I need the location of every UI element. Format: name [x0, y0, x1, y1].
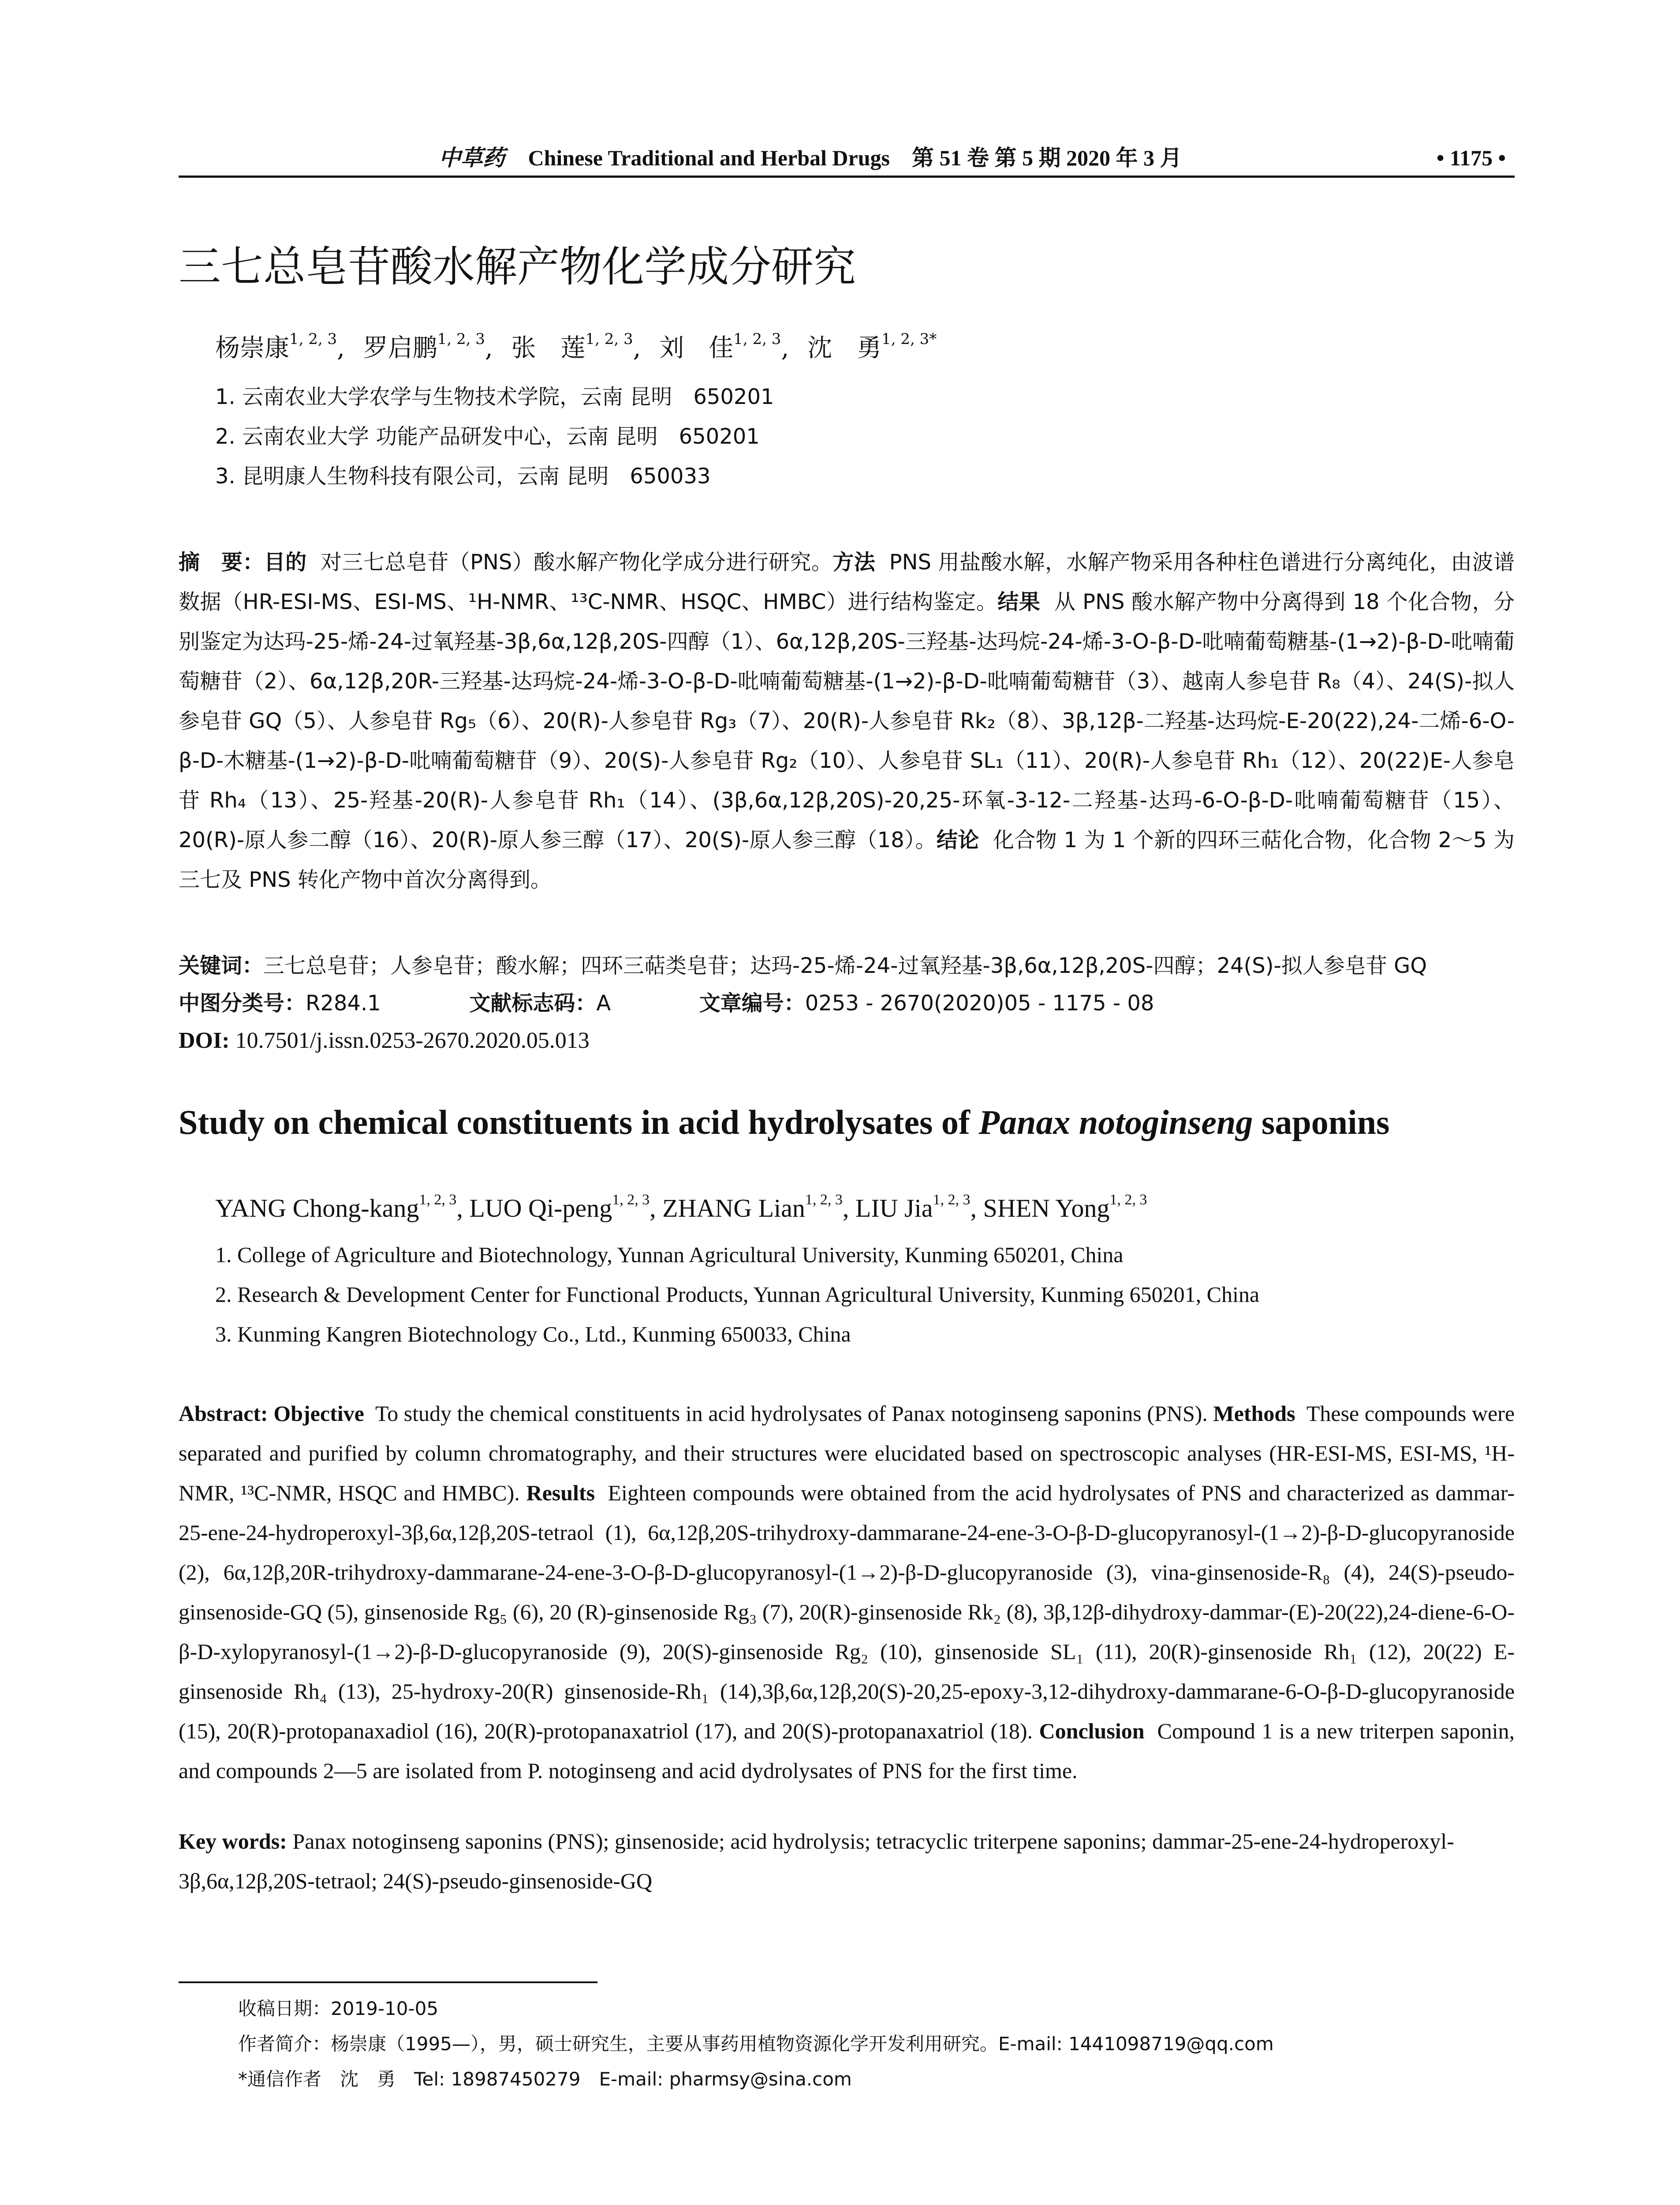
author-en: ZHANG Lian$^{1, 2, 3}$,	[662, 1192, 855, 1222]
doi: DOI: 10.7501/j.issn.0253-2670.2020.05.013	[179, 1028, 590, 1053]
author-cn: 罗启鹏$^{1, 2, 3}$,	[363, 330, 493, 363]
affiliation-cn: 2. 云南农业大学 功能产品研发中心，云南 昆明 650201	[215, 424, 760, 449]
abstract-cn: 摘 要：目的 对三七总皂苷（PNS）酸水解产物化学成分进行研究。方法 PNS 用盐酸水解，水解产物采用各种柱色谱进行分离纯化，由波谱数据（HR-ESI-MS、ESI-MS、¹H-NMR、¹³C-NMR、HSQC、HMBC）进行结构鉴定。结果 从 PNS 酸水解产物中分离得到 18 个化合物，分别鉴定为达玛-25-烯-24-过氧羟基-3β,6α,12β,20S-四醇（1）、6α,12β,20S-三羟基-达玛烷-24-烯-3-O-β-D-吡喃葡萄糖基-(1→2)-β-D-吡喃葡萄糖苷（2）、6α,12β,20R-三羟基-达玛烷-24-烯-3-O-β-D-吡喃葡萄糖基-(1→2)-β-D-吡喃葡萄糖苷（3）、越南人参皂苷 R₈（4）、24(S)-拟人参皂苷 GQ（5）、人参皂苷 Rg₅（6）、20(R)-人参皂苷 Rg₃（7）、20(R)-人参皂苷 Rk₂（8）、3β,12β-二羟基-达玛烷-E-20(22),24-二烯-6-O-β-D-木糖基-(1→2)-β-D-吡喃葡萄糖苷（9）、20(S)-人参皂苷 Rg₂（10）、人参皂苷 SL₁（11）、20(R)-人参皂苷 Rh₁（12）、20(22)E-人参皂苷 Rh₄（13）、25-羟基-20(R)-人参皂苷 Rh₁（14）、(3β,6α,12β,20S)-20,25-环氧-3-12-二羟基-达玛-6-O-β-D-吡喃葡萄糖苷（15）、20(R)-原人参二醇（16）、20(R)-原人参三醇（17）、20(S)-原人参三醇（18）。结论 化合物 1 为 1 个新的四环三萜化合物，化合物 2～5 为三七及 PNS 转化产物中首次分离得到。	[179, 550, 1515, 892]
author-list-cn	[215, 331, 947, 366]
article-title-cn: 三七总皂苷酸水解产物化学成分研究	[179, 242, 856, 292]
author-cn: 刘 佳$^{1, 2, 3}$,	[659, 330, 789, 363]
author-en: YANG Chong-kang$^{1, 2, 3}$,	[215, 1192, 470, 1222]
affiliation-cn: 1. 云南农业大学农学与生物技术学院，云南 昆明 650201	[215, 385, 774, 409]
journal-name-cn: 中草药	[439, 145, 505, 171]
page-number: • 1175 •	[1436, 146, 1506, 170]
journal-name	[439, 140, 1182, 176]
running-header	[179, 140, 1515, 178]
author-cn: 张 莲$^{1, 2, 3}$,	[511, 330, 641, 363]
doi-value[interactable]: 10.7501/j.issn.0253-2670.2020.05.013	[235, 1028, 590, 1053]
journal-issue: 第 51 卷 第 5 期 2020 年 3 月	[911, 146, 1182, 170]
footnote-corresponding-author: *通信作者 沈 勇 Tel: 18987450279 E-mail: pharmsy@sina.com	[238, 2068, 852, 2090]
footnote-author-intro: 作者简介：杨崇康（1995—），男，硕士研究生，主要从事药用植物资源化学开发利用研究。E-mail: 1441098719@qq.com	[238, 2033, 1274, 2055]
footnote-divider	[179, 1981, 597, 1983]
footnote-received-date: 收稿日期：2019-10-05	[238, 1998, 439, 2019]
affiliation-en: 3. Kunming Kangren Biotechnology Co., Ltd., Kunming 650033, China	[215, 1322, 851, 1346]
affiliation-en: 2. Research & Development Center for Functional Products, Yunnan Agricultural University, Kunming 650201, China	[215, 1282, 1260, 1307]
journal-name-en: Chinese Traditional and Herbal Drugs	[528, 146, 890, 170]
article-title-en: Study on chemical constituents in acid hydrolysates of Panax notoginseng saponins	[179, 1103, 1390, 1141]
author-en: LUO Qi-peng$^{1, 2, 3}$,	[469, 1192, 663, 1222]
abstract-en: Abstract: Objective To study the chemical constituents in acid hydrolysates of Panax notoginseng saponins (PNS). Methods These compounds were separated and purified by column chromatography, and their structures were elucidated based on spectroscopic analyses (HR-ESI-MS, ESI-MS, ¹H-NMR, ¹³C-NMR, HSQC and HMBC). Results Eighteen compounds were obtained from the acid hydrolysates of PNS and characterized as dammar-25-ene-24-hydroperoxyl-3β,6α,12β,20S-tetraol (1), 6α,12β,20S-trihydroxy-dammarane-24-ene-3-O-β-D-glucopyranosyl-(1→2)-β-D-glucopyranoside (2), 6α,12β,20R-trihydroxy-dammarane-24-ene-3-O-β-D-glucopyranosyl-(1→2)-β-D-glucopyranoside (3), vina-ginsenoside-R₈ (4), 24(S)-pseudo-ginsenoside-GQ (5), ginsenoside Rg₅ (6), 20 (R)-ginsenoside Rg₃ (7), 20(R)-ginsenoside Rk₂ (8), 3β,12β-dihydroxy-dammar-(E)-20(22),24-diene-6-O-β-D-xylopyranosyl-(1→2)-β-D-glucopyranoside (9), 20(S)-ginsenoside Rg₂ (10), ginsenoside SL₁ (11), 20(R)-ginsenoside Rh₁ (12), 20(22) E-ginsenoside Rh₄ (13), 25-hydroxy-20(R) ginsenoside-Rh₁ (14),3β,6α,12β,20(S)-20,25-epoxy-3,12-dihydroxy-dammarane-6-O-β-D-glucopyranoside (15), 20(R)-protopanaxadiol (16), 20(R)-protopanaxatriol (17), and 20(S)-protopanaxatriol (18). Conclusion Compound 1 is a new triterpen saponin, and compounds 2—5 are isolated from P. notoginseng and acid dydrolysates of PNS for the first time.	[179, 1401, 1515, 1783]
author-cn: 沈 勇$^{1, 2, 3*}$	[807, 330, 937, 363]
affiliation-cn: 3. 昆明康人生物科技有限公司，云南 昆明 650033	[215, 464, 711, 489]
author-cn: 杨崇康$^{1, 2, 3}$,	[215, 330, 345, 363]
keywords-cn: 关键词：三七总皂苷；人参皂苷；酸水解；四环三萜类皂苷；达玛-25-烯-24-过氧羟基-3β,6α,12β,20S-四醇；24(S)-拟人参皂苷 GQ	[179, 953, 1427, 978]
author-en: LIU Jia$^{1, 2, 3}$,	[855, 1192, 983, 1222]
classification-info: 中图分类号：R284.1 文献标志码：A 文章编号：0253 - 2670(2020)05 - 1175 - 08	[179, 991, 1154, 1016]
affiliation-en: 1. College of Agriculture and Biotechnology, Yunnan Agricultural University, Kunming 650201, China	[215, 1242, 1124, 1267]
author-en: SHEN Yong$^{1, 2, 3}$	[983, 1192, 1147, 1222]
author-list-en	[215, 1191, 1147, 1226]
keywords-en: Key words: Panax notoginseng saponins (PNS); ginsenoside; acid hydrolysis; tetracyclic triterpene saponins; dammar-25-ene-24-hydroperoxyl-3β,6α,12β,20S-tetraol; 24(S)-pseudo-ginsenoside-GQ	[179, 1829, 1454, 1893]
